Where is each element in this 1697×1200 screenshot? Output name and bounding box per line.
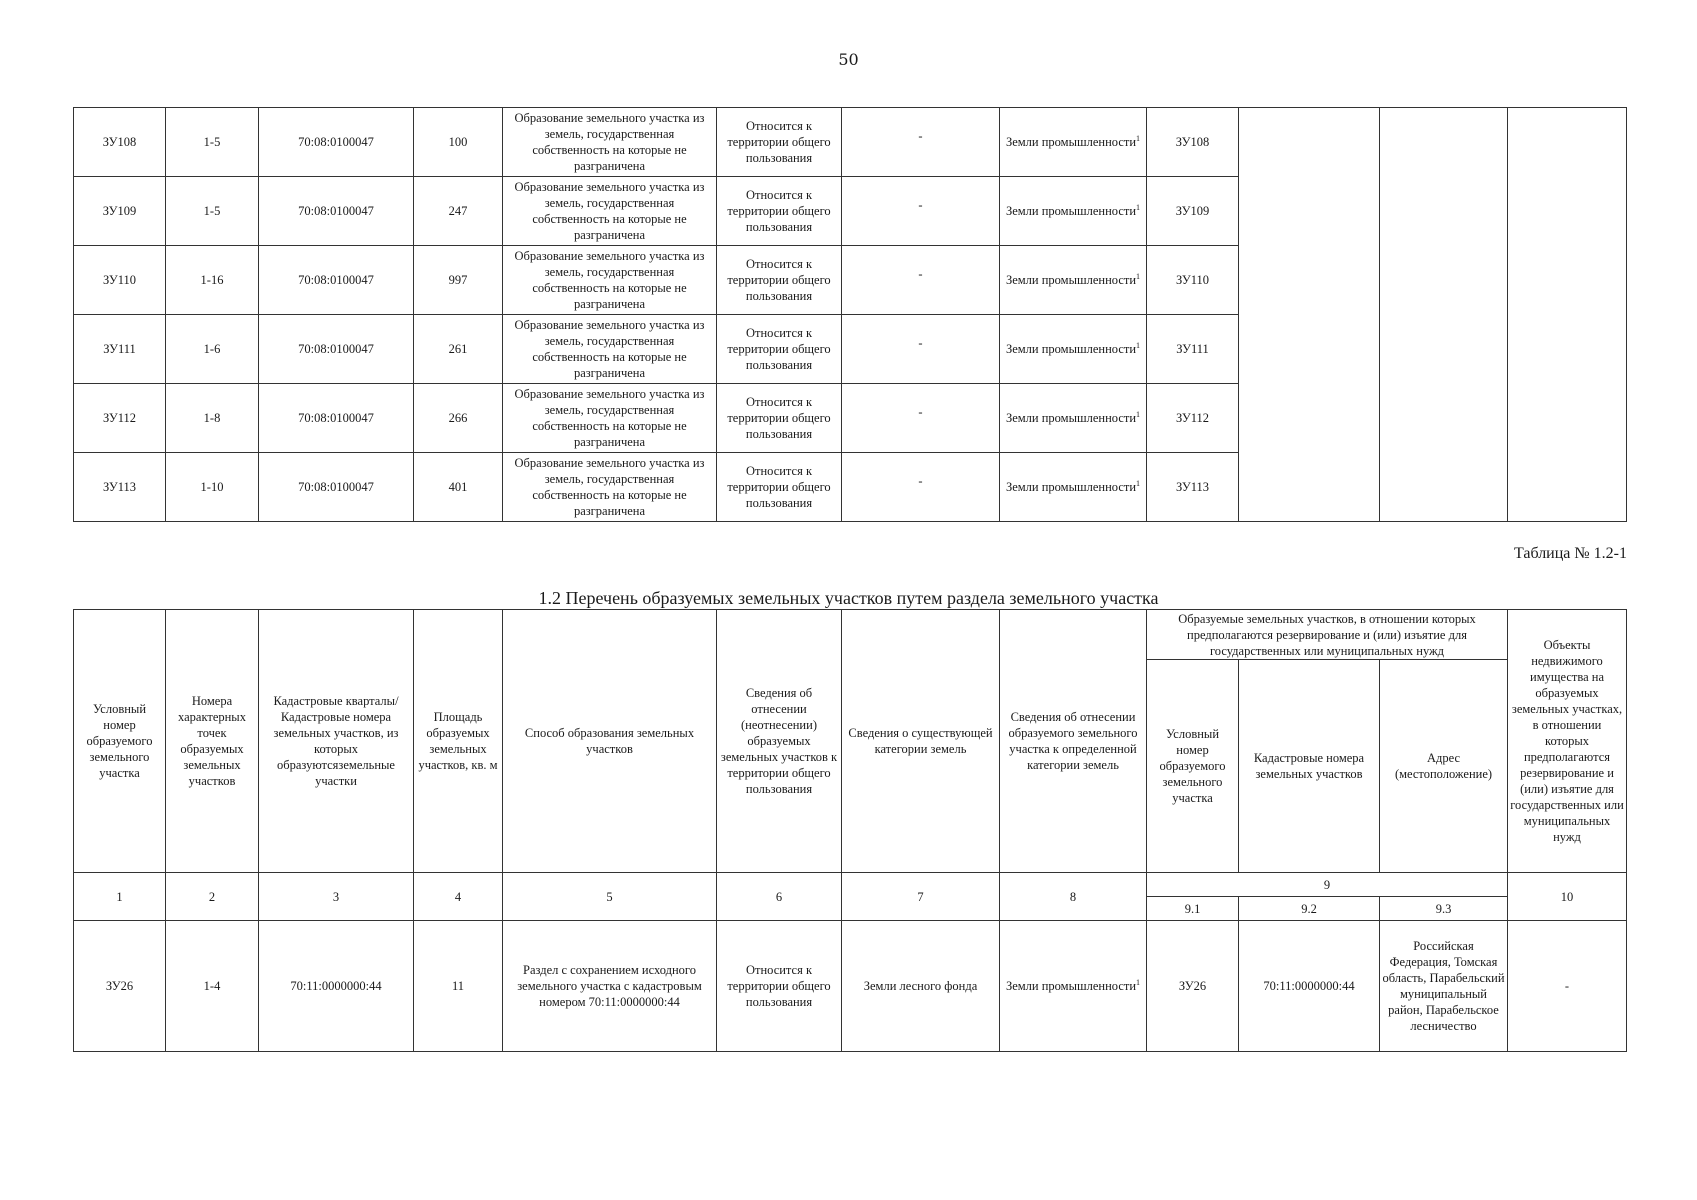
plot-id: ЗУ109 bbox=[74, 177, 166, 246]
table-row bbox=[74, 108, 1627, 177]
plot-category: Земли промышленности$^1$ bbox=[1000, 177, 1147, 246]
plot-points: 1-8 bbox=[166, 384, 259, 453]
plot-method: Образование земельного участка из земель, государственная собственность на которые не разграничена bbox=[503, 315, 717, 384]
plot-relation: Относится к территории общего пользования bbox=[717, 246, 842, 315]
plot-cadastral: 70:08:0100047 bbox=[259, 177, 414, 246]
plot-area: 266 bbox=[414, 384, 503, 453]
plot-reserve-id: ЗУ113 bbox=[1147, 453, 1239, 522]
column-number: 4 bbox=[414, 873, 503, 921]
plot-existing-category: - bbox=[842, 177, 1000, 246]
plot-id: ЗУ110 bbox=[74, 246, 166, 315]
plot-relation: Относится к территории общего пользования bbox=[717, 453, 842, 522]
plot-method: Образование земельного участка из земель, государственная собственность на которые не разграничена bbox=[503, 453, 717, 522]
column-number: 9.1 bbox=[1147, 897, 1239, 921]
footnote-mark: 1 bbox=[1136, 977, 1141, 987]
plot-id: ЗУ26 bbox=[74, 921, 166, 1052]
plot-category: Земли промышленности$^1$ bbox=[1000, 246, 1147, 315]
plot-reserve-cadastral: 70:11:0000000:44 bbox=[1239, 921, 1380, 1052]
plot-area: 997 bbox=[414, 246, 503, 315]
header-points: Номера характерных точек образуемых земельных участков bbox=[166, 610, 259, 873]
column-number: 9.2 bbox=[1239, 897, 1380, 921]
plot-method: Образование земельного участка из земель, государственная собственность на которые не разграничена bbox=[503, 177, 717, 246]
footnote-mark: 1 bbox=[1136, 478, 1141, 488]
blank-cell bbox=[1508, 108, 1627, 522]
plot-cadastral: 70:08:0100047 bbox=[259, 384, 414, 453]
plot-id: ЗУ112 bbox=[74, 384, 166, 453]
plot-existing-category: - bbox=[842, 108, 1000, 177]
header-plot-id: Условный номер образуемого земельного участка bbox=[74, 610, 166, 873]
column-number-row bbox=[74, 873, 1627, 897]
plot-points: 1-16 bbox=[166, 246, 259, 315]
land-plots-division-table bbox=[73, 609, 1627, 1052]
plot-category: Земли промышленности$^1$ bbox=[1000, 921, 1147, 1052]
plot-category: Земли промышленности$^1$ bbox=[1000, 384, 1147, 453]
plot-existing-category: - bbox=[842, 315, 1000, 384]
plot-existing-category: - bbox=[842, 453, 1000, 522]
blank-cell bbox=[1380, 108, 1508, 522]
header-relation: Сведения об отнесении (неотнесении) образуемых земельных участков к территории общего пользования bbox=[717, 610, 842, 873]
header-existing-category: Сведения о существующей категории земель bbox=[842, 610, 1000, 873]
header-objects: Объекты недвижимого имущества на образуемых земельных участках, в отношении которых предполагаются резервирование и (или) изъятие для государственных или муниципальных нужд bbox=[1508, 610, 1627, 873]
plot-area: 401 bbox=[414, 453, 503, 522]
column-number: 2 bbox=[166, 873, 259, 921]
plot-cadastral: 70:08:0100047 bbox=[259, 453, 414, 522]
plot-objects: - bbox=[1508, 921, 1627, 1052]
plot-method: Образование земельного участка из земель, государственная собственность на которые не разграничена bbox=[503, 246, 717, 315]
plot-points: 1-6 bbox=[166, 315, 259, 384]
plot-cadastral: 70:11:0000000:44 bbox=[259, 921, 414, 1052]
plot-relation: Относится к территории общего пользования bbox=[717, 315, 842, 384]
blank-cell bbox=[1239, 108, 1380, 522]
header-address: Адрес (местоположение) bbox=[1380, 660, 1508, 873]
plot-address: Российская Федерация, Томская область, Парабельский муниципальный район, Парабельское лесничество bbox=[1380, 921, 1508, 1052]
column-number: 8 bbox=[1000, 873, 1147, 921]
plot-method: Образование земельного участка из земель, государственная собственность на которые не разграничена bbox=[503, 108, 717, 177]
table-row bbox=[74, 921, 1627, 1052]
plot-relation: Относится к территории общего пользования bbox=[717, 921, 842, 1052]
header-cadastral: Кадастровые кварталы/Кадастровые номера земельных участков, из которых образуютсяземельные участки bbox=[259, 610, 414, 873]
plot-points: 1-5 bbox=[166, 108, 259, 177]
column-number: 7 bbox=[842, 873, 1000, 921]
plot-category: Земли промышленности$^1$ bbox=[1000, 315, 1147, 384]
plot-method: Образование земельного участка из земель, государственная собственность на которые не разграничена bbox=[503, 384, 717, 453]
plot-area: 11 bbox=[414, 921, 503, 1052]
header-method: Способ образования земельных участков bbox=[503, 610, 717, 873]
plot-reserve-id: ЗУ110 bbox=[1147, 246, 1239, 315]
plot-cadastral: 70:08:0100047 bbox=[259, 108, 414, 177]
plot-existing-category: - bbox=[842, 384, 1000, 453]
footnote-mark: 1 bbox=[1136, 409, 1141, 419]
header-row bbox=[74, 610, 1627, 660]
column-number: 10 bbox=[1508, 873, 1627, 921]
plot-area: 100 bbox=[414, 108, 503, 177]
plot-reserve-id: ЗУ112 bbox=[1147, 384, 1239, 453]
column-number: 9 bbox=[1147, 873, 1508, 897]
plot-id: ЗУ113 bbox=[74, 453, 166, 522]
plot-points: 1-10 bbox=[166, 453, 259, 522]
header-category: Сведения об отнесении образуемого земельного участка к определенной категории земель bbox=[1000, 610, 1147, 873]
plot-existing-category: Земли лесного фонда bbox=[842, 921, 1000, 1052]
header-reserve-group: Образуемые земельных участков, в отношении которых предполагаются резервирование и (или) изъятие для государственных или муниципальных нужд bbox=[1147, 610, 1508, 660]
plot-relation: Относится к территории общего пользования bbox=[717, 108, 842, 177]
column-number: 6 bbox=[717, 873, 842, 921]
footnote-mark: 1 bbox=[1136, 271, 1141, 281]
section-title: 1.2 Перечень образуемых земельных участков путем раздела земельного участка bbox=[538, 588, 1159, 608]
plot-existing-category: - bbox=[842, 246, 1000, 315]
plot-id: ЗУ111 bbox=[74, 315, 166, 384]
column-number: 9.3 bbox=[1380, 897, 1508, 921]
plot-area: 247 bbox=[414, 177, 503, 246]
header-reserve-id: Условный номер образуемого земельного участка bbox=[1147, 660, 1239, 873]
plot-cadastral: 70:08:0100047 bbox=[259, 246, 414, 315]
plot-area: 261 bbox=[414, 315, 503, 384]
plot-method: Раздел с сохранением исходного земельного участка с кадастровым номером 70:11:0000000:44 bbox=[503, 921, 717, 1052]
plot-category: Земли промышленности$^1$ bbox=[1000, 108, 1147, 177]
plot-points: 1-4 bbox=[166, 921, 259, 1052]
plot-relation: Относится к территории общего пользования bbox=[717, 177, 842, 246]
plot-category: Земли промышленности$^1$ bbox=[1000, 453, 1147, 522]
footnote-mark: 1 bbox=[1136, 202, 1141, 212]
plot-id: ЗУ108 bbox=[74, 108, 166, 177]
column-number: 5 bbox=[503, 873, 717, 921]
plot-reserve-id: ЗУ26 bbox=[1147, 921, 1239, 1052]
header-area: Площадь образуемых земельных участков, кв. м bbox=[414, 610, 503, 873]
page-number: 50 bbox=[838, 50, 859, 69]
plot-relation: Относится к территории общего пользования bbox=[717, 384, 842, 453]
plot-reserve-id: ЗУ111 bbox=[1147, 315, 1239, 384]
plot-reserve-id: ЗУ109 bbox=[1147, 177, 1239, 246]
column-number: 3 bbox=[259, 873, 414, 921]
header-reserve-cadastral: Кадастровые номера земельных участков bbox=[1239, 660, 1380, 873]
plot-cadastral: 70:08:0100047 bbox=[259, 315, 414, 384]
plot-points: 1-5 bbox=[166, 177, 259, 246]
land-plots-table-continued bbox=[73, 107, 1627, 522]
footnote-mark: 1 bbox=[1136, 340, 1141, 350]
plot-reserve-id: ЗУ108 bbox=[1147, 108, 1239, 177]
column-number: 1 bbox=[74, 873, 166, 921]
footnote-mark: 1 bbox=[1136, 133, 1141, 143]
table-caption: Таблица № 1.2-1 bbox=[1513, 545, 1627, 562]
